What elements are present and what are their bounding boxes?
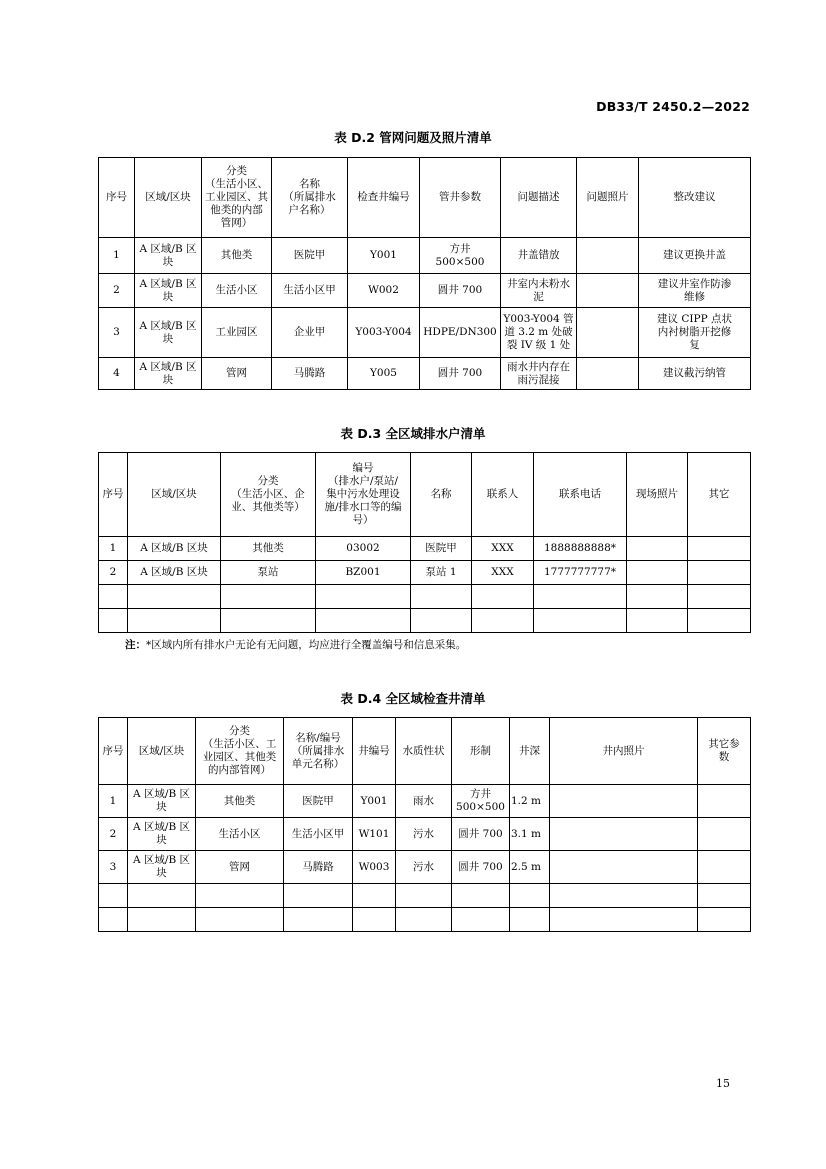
table-cell [688, 537, 751, 561]
table-cell [627, 537, 688, 561]
table-cell: W101 [353, 818, 396, 851]
table-cell [577, 308, 639, 358]
table-row [99, 818, 751, 851]
page-number: 15 [716, 1077, 730, 1090]
table-cell: 1 [99, 238, 135, 274]
table-cell [411, 609, 472, 633]
table-cell [550, 908, 698, 932]
table-cell: 污水 [396, 851, 452, 884]
header-cell: 其它 [688, 453, 751, 537]
table-cell: BZ001 [316, 561, 411, 585]
table-cell [128, 585, 221, 609]
table-cell: A 区域/B 区块 [128, 537, 221, 561]
table-cell [698, 908, 751, 932]
table-cell [510, 884, 550, 908]
table-cell: 2 [99, 561, 128, 585]
table-row [99, 585, 751, 609]
table-cell [577, 274, 639, 308]
table-cell [221, 585, 316, 609]
table-cell [128, 884, 196, 908]
table-cell [221, 609, 316, 633]
table-cell [698, 818, 751, 851]
table-cell [698, 851, 751, 884]
table-cell: 4 [99, 358, 135, 390]
header-cell: 区域/区块 [128, 453, 221, 537]
table-cell: 马腾路 [284, 851, 353, 884]
table-cell: 圆井 700 [452, 818, 510, 851]
table-cell: 2 [99, 818, 128, 851]
table-cell: 方井 500×500 [420, 238, 501, 274]
table-cell [550, 851, 698, 884]
header-cell: 联系电话 [534, 453, 627, 537]
table-cell [452, 884, 510, 908]
table-cell: W003 [353, 851, 396, 884]
header-cell: 序号 [99, 453, 128, 537]
table-cell [128, 609, 221, 633]
header-cell: 管井参数 [420, 158, 501, 238]
table-cell: 其他类 [221, 537, 316, 561]
table-cell: 其他类 [202, 238, 272, 274]
table-cell: Y001 [348, 238, 420, 274]
header-cell: 整改建议 [639, 158, 751, 238]
table-d3-note [125, 637, 466, 652]
table-cell: 生活小区甲 [272, 274, 348, 308]
table-cell: XXX [472, 537, 534, 561]
header-row [99, 718, 751, 785]
header-cell: 水质性状 [396, 718, 452, 785]
table-cell: 方井 500×500 [452, 785, 510, 818]
table-cell: Y001 [353, 785, 396, 818]
table-cell [99, 884, 128, 908]
header-row [99, 453, 751, 537]
table-cell [510, 908, 550, 932]
table-cell [627, 609, 688, 633]
table-cell [688, 561, 751, 585]
table-cell [411, 585, 472, 609]
table-cell: 雨水井内存在 雨污混接 [501, 358, 577, 390]
table-cell: 井盖错放 [501, 238, 577, 274]
header-cell: 区域/区块 [128, 718, 196, 785]
table-cell: 3.1 m [510, 818, 550, 851]
table-cell: Y003-Y004 [348, 308, 420, 358]
table-cell: 工业园区 [202, 308, 272, 358]
table-cell: 圆井 700 [452, 851, 510, 884]
header-row [99, 158, 751, 238]
header-cell: 区域/区块 [135, 158, 202, 238]
table-cell [316, 609, 411, 633]
table-cell [99, 609, 128, 633]
table-d2 [98, 157, 751, 390]
table-cell: 03002 [316, 537, 411, 561]
table-cell: 建议更换井盖 [639, 238, 751, 274]
table-cell: 医院甲 [411, 537, 472, 561]
table-cell: 泵站 [221, 561, 316, 585]
table-cell [452, 908, 510, 932]
table-cell: 生活小区 [202, 274, 272, 308]
table-cell [534, 609, 627, 633]
table-cell: 建议 CIPP 点状 内衬树脂开挖修 复 [639, 308, 751, 358]
table-cell: 2 [99, 274, 135, 308]
note-label: 注： [125, 639, 146, 651]
table-cell: 2.5 m [510, 851, 550, 884]
header-cell: 问题照片 [577, 158, 639, 238]
header-cell: 编号 （排水户/泵站/ 集中污水处理设 施/排水口等的编 号） [316, 453, 411, 537]
table-cell: 管网 [196, 851, 284, 884]
table-cell: 1 [99, 785, 128, 818]
table-cell: 井室内未粉水 泥 [501, 274, 577, 308]
table-cell: 3 [99, 851, 128, 884]
table-cell [698, 884, 751, 908]
table-cell: 1 [99, 537, 128, 561]
standard-code: DB33/T 2450.2—2022 [596, 99, 750, 114]
header-cell: 分类 （生活小区、企 业、其他类等） [221, 453, 316, 537]
table-row [99, 537, 751, 561]
table-cell: A 区域/B 区 块 [135, 238, 202, 274]
header-cell: 井内照片 [550, 718, 698, 785]
table-cell [99, 908, 128, 932]
table-row [99, 609, 751, 633]
table-cell: 生活小区甲 [284, 818, 353, 851]
table-cell [396, 908, 452, 932]
table-cell: 污水 [396, 818, 452, 851]
table-cell: Y003-Y004 管 道 3.2 m 处破 裂 IV 级 1 处 [501, 308, 577, 358]
header-cell: 检查井编号 [348, 158, 420, 238]
table-cell [577, 358, 639, 390]
table-cell [550, 818, 698, 851]
table-cell [688, 609, 751, 633]
table-cell: 企业甲 [272, 308, 348, 358]
table-cell: 建议截污纳管 [639, 358, 751, 390]
table-cell: XXX [472, 561, 534, 585]
table-cell [698, 785, 751, 818]
table-d3 [98, 452, 751, 633]
table-cell [577, 238, 639, 274]
table-d2-title: 表 D.2 管网问题及照片清单 [334, 130, 492, 145]
table-cell [284, 908, 353, 932]
table-cell: W002 [348, 274, 420, 308]
header-cell: 序号 [99, 158, 135, 238]
header-cell: 分类 （生活小区、 工业园区、其 他类的内部 管网） [202, 158, 272, 238]
table-cell: 生活小区 [196, 818, 284, 851]
table-d4-title: 表 D.4 全区域检查井清单 [340, 691, 486, 706]
table-row [99, 908, 751, 932]
table-row [99, 851, 751, 884]
header-cell: 序号 [99, 718, 128, 785]
table-cell [688, 585, 751, 609]
table-cell: 医院甲 [272, 238, 348, 274]
table-cell [472, 585, 534, 609]
table-cell: 圆井 700 [420, 274, 501, 308]
header-cell: 井深 [510, 718, 550, 785]
header-cell: 联系人 [472, 453, 534, 537]
table-cell: 1777777777* [534, 561, 627, 585]
table-cell: A 区域/B 区 块 [128, 785, 196, 818]
note-text: *区域内所有排水户无论有无问题，均应进行全覆盖编号和信息采集。 [146, 639, 467, 651]
header-cell: 名称 （所属排水 户名称） [272, 158, 348, 238]
table-cell: A 区域/B 区 块 [128, 851, 196, 884]
table-row [99, 884, 751, 908]
table-cell [99, 585, 128, 609]
table-row [99, 561, 751, 585]
table-cell [472, 609, 534, 633]
table-cell [550, 785, 698, 818]
table-cell [128, 908, 196, 932]
table-row [99, 308, 751, 358]
table-cell: 其他类 [196, 785, 284, 818]
header-cell: 形制 [452, 718, 510, 785]
table-d3-title: 表 D.3 全区域排水户清单 [340, 426, 486, 441]
table-cell: A 区域/B 区块 [128, 561, 221, 585]
table-cell: 3 [99, 308, 135, 358]
table-cell [196, 884, 284, 908]
table-cell: A 区域/B 区 块 [128, 818, 196, 851]
table-cell: A 区域/B 区 块 [135, 358, 202, 390]
table-cell [534, 585, 627, 609]
table-cell: A 区域/B 区 块 [135, 308, 202, 358]
table-cell: 1.2 m [510, 785, 550, 818]
table-row [99, 274, 751, 308]
table-cell: 医院甲 [284, 785, 353, 818]
table-cell [316, 585, 411, 609]
table-cell [284, 884, 353, 908]
table-cell: 建议井室作防渗 维修 [639, 274, 751, 308]
table-d4 [98, 717, 751, 932]
table-row [99, 238, 751, 274]
table-cell: Y005 [348, 358, 420, 390]
table-cell: HDPE/DN300 [420, 308, 501, 358]
table-cell [627, 585, 688, 609]
header-cell: 问题描述 [501, 158, 577, 238]
table-cell: 1888888888* [534, 537, 627, 561]
table-cell: 管网 [202, 358, 272, 390]
header-cell: 井编号 [353, 718, 396, 785]
table-cell: 马腾路 [272, 358, 348, 390]
table-cell: 圆井 700 [420, 358, 501, 390]
table-cell: 泵站 1 [411, 561, 472, 585]
header-cell: 其它参 数 [698, 718, 751, 785]
header-cell: 名称 [411, 453, 472, 537]
header-cell: 分类 （生活小区、工 业园区、其他类 的内部管网） [196, 718, 284, 785]
table-cell: A 区域/B 区 块 [135, 274, 202, 308]
header-cell: 现场照片 [627, 453, 688, 537]
table-cell [353, 884, 396, 908]
table-cell [353, 908, 396, 932]
table-row [99, 358, 751, 390]
table-cell [627, 561, 688, 585]
table-cell [550, 884, 698, 908]
table-cell [396, 884, 452, 908]
table-cell: 雨水 [396, 785, 452, 818]
table-row [99, 785, 751, 818]
table-cell [196, 908, 284, 932]
header-cell: 名称/编号 （所属排水 单元名称） [284, 718, 353, 785]
